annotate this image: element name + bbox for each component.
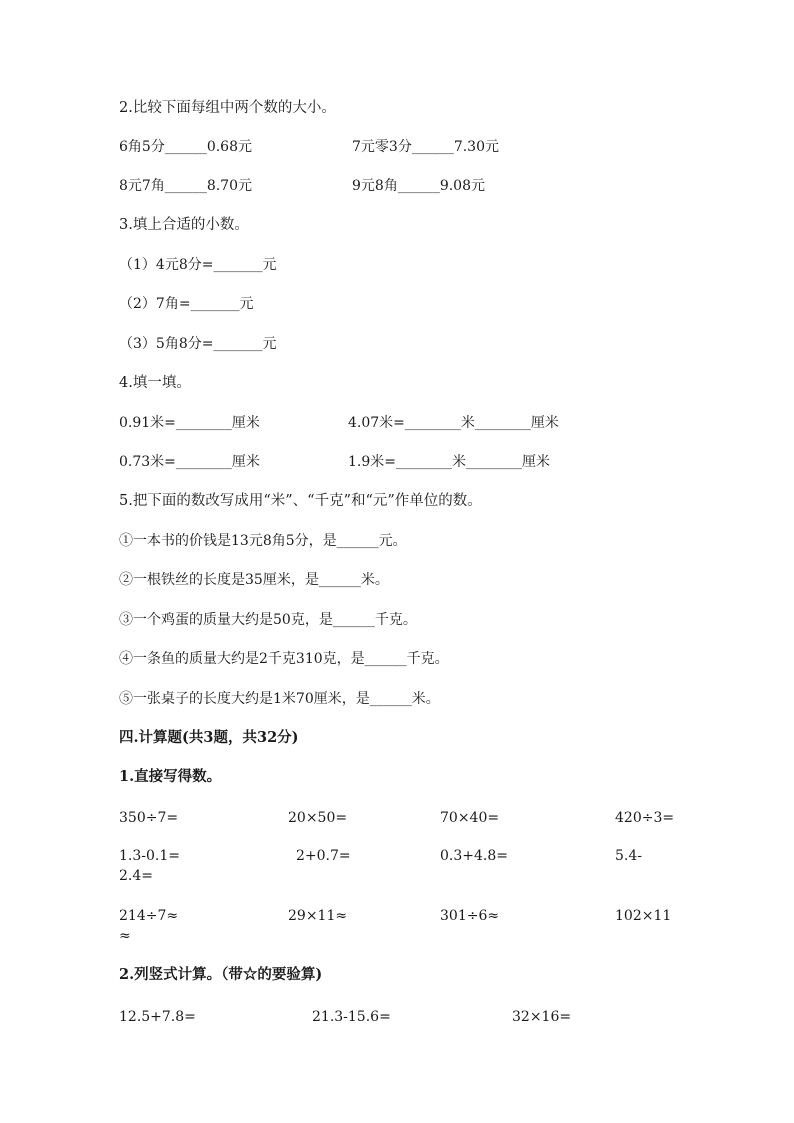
calc-1-r2-c3: 0.3+4.8=: [440, 848, 508, 864]
calc-2-r1-c2: 21.3-15.6=: [312, 1009, 391, 1025]
q5-item-4: ④一条鱼的质量大约是2千克310克，是______千克。: [119, 651, 449, 667]
q4-item-2: 4.07米=________米________厘米: [348, 415, 559, 431]
q4-item-1: 0.91米=________厘米: [119, 415, 260, 431]
q2-title: 2.比较下面每组中两个数的大小。: [119, 100, 336, 116]
calc-1-r1-c2: 20×50=: [288, 810, 348, 826]
q5-title: 5.把下面的数改写成用“米”、“千克”和“元”作单位的数。: [119, 493, 482, 509]
q3-item-1: （1）4元8分=_______元: [119, 257, 277, 273]
calc-1-r2-c4: 5.4-: [615, 848, 642, 864]
calc-1-r3-c2: 29×11≈: [288, 908, 348, 924]
q4-item-3: 0.73米=________厘米: [119, 454, 260, 470]
calc-1-title: 1.直接写得数。: [119, 768, 222, 785]
q3-item-2: （2）7角=_______元: [119, 296, 254, 312]
calc-2-r1-c1: 12.5+7.8=: [119, 1009, 196, 1025]
q2-item-1: 6角5分______0.68元: [119, 139, 252, 155]
q2-item-4: 9元8角______9.08元: [352, 178, 485, 194]
q5-item-5: ⑤一张桌子的长度大约是1米70厘米，是______米。: [119, 691, 440, 707]
calc-1-r3-c4: 102×11: [615, 908, 672, 924]
calc-1-r3-c1: 214÷7≈: [119, 908, 179, 924]
calc-1-r1-c4: 420÷3=: [615, 810, 675, 826]
q5-item-3: ③一个鸡蛋的质量大约是50克，是______千克。: [119, 612, 417, 628]
calc-1-r3-c3: 301÷6≈: [440, 908, 500, 924]
q5-item-1: ①一本书的价钱是13元8角5分，是______元。: [119, 533, 407, 549]
q3-title: 3.填上合适的小数。: [119, 217, 249, 233]
calc-1-r1-c3: 70×40=: [440, 810, 500, 826]
q5-item-2: ②一根铁丝的长度是35厘米，是______米。: [119, 572, 389, 588]
q4-title: 4.填一填。: [119, 375, 191, 391]
calc-1-r2-wrap: 2.4=: [119, 868, 153, 884]
calc-1-r2-c2: 2+0.7=: [296, 848, 351, 864]
q4-item-4: 1.9米=________米________厘米: [348, 454, 550, 470]
calc-2-title: 2.列竖式计算。（带☆的要验算): [119, 966, 323, 983]
q2-item-3: 8元7角______8.70元: [119, 178, 252, 194]
calc-2-r1-c3: 32×16=: [512, 1009, 572, 1025]
section-4-title: 四.计算题(共3题，共32分): [119, 729, 299, 746]
calc-1-r1-c1: 350÷7=: [119, 810, 179, 826]
q3-item-3: （3）5角8分=_______元: [119, 336, 277, 352]
calc-1-r2-c1: 1.3-0.1=: [119, 848, 180, 864]
q2-item-2: 7元零3分______7.30元: [352, 139, 499, 155]
calc-1-r3-wrap: ≈: [119, 928, 131, 944]
